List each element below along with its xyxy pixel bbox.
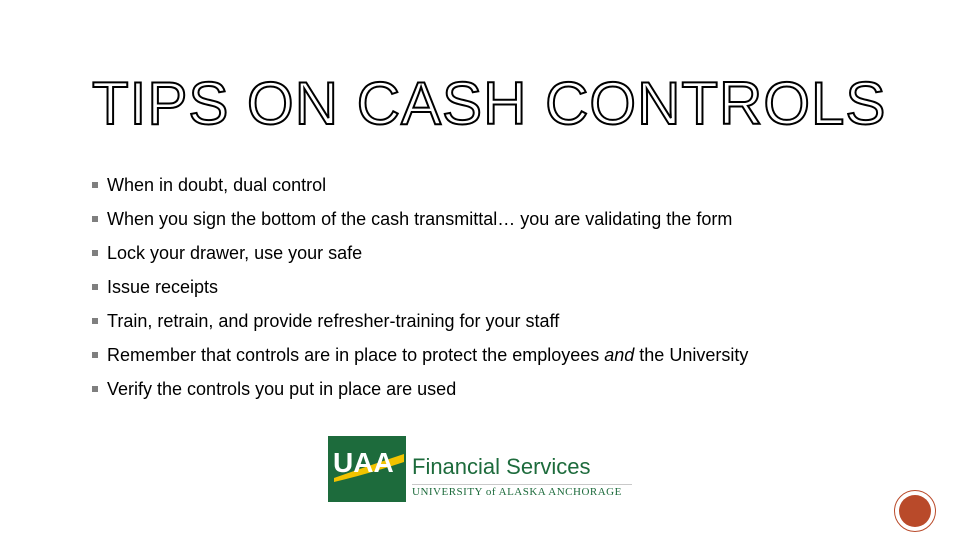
square-bullet-icon [92, 250, 98, 256]
bullet-text-part: Remember that controls are in place to protect the employees [107, 344, 605, 365]
bullet-text: Lock your drawer, use your safe [107, 242, 363, 263]
uaa-mark-text: UAA [333, 447, 394, 478]
bullet-item [92, 304, 748, 338]
bullet-text: Train, retrain, and provide refresher-training for your staff [107, 310, 560, 331]
bullet-text: When in doubt, dual control [107, 174, 327, 195]
decorative-badge-icon [894, 490, 936, 532]
square-bullet-icon [92, 216, 98, 222]
logo-subtitle: UNIVERSITY of ALASKA ANCHORAGE [412, 486, 622, 498]
bullet-text [107, 345, 748, 366]
bullet-item [92, 168, 748, 202]
bullet-text-part: the University [634, 344, 749, 365]
bullet-text: Verify the controls you put in place are used [107, 378, 457, 399]
uaa-mark-icon [328, 436, 406, 502]
square-bullet-icon [92, 318, 98, 324]
bullet-text: Issue receipts [107, 276, 219, 297]
square-bullet-icon [92, 386, 98, 392]
square-bullet-icon [92, 284, 98, 290]
bullet-item [92, 236, 748, 270]
slide-title: TIPS ON CASH CONTROLS [92, 70, 887, 137]
badge-inner-circle [899, 495, 931, 527]
logo-name: Financial Services [412, 454, 591, 479]
bullet-item [92, 338, 748, 372]
bullet-list [92, 168, 748, 406]
bullet-item [92, 202, 748, 236]
bullet-text-emphasis: and [604, 344, 635, 365]
square-bullet-icon [92, 352, 98, 358]
uaa-financial-services-logo [328, 436, 648, 502]
bullet-item [92, 270, 748, 304]
square-bullet-icon [92, 182, 98, 188]
uaa-logo-mark [328, 436, 406, 502]
bullet-text: When you sign the bottom of the cash transmittal… you are validating the form [107, 208, 733, 229]
logo-divider [412, 484, 632, 485]
bullet-item [92, 372, 748, 406]
